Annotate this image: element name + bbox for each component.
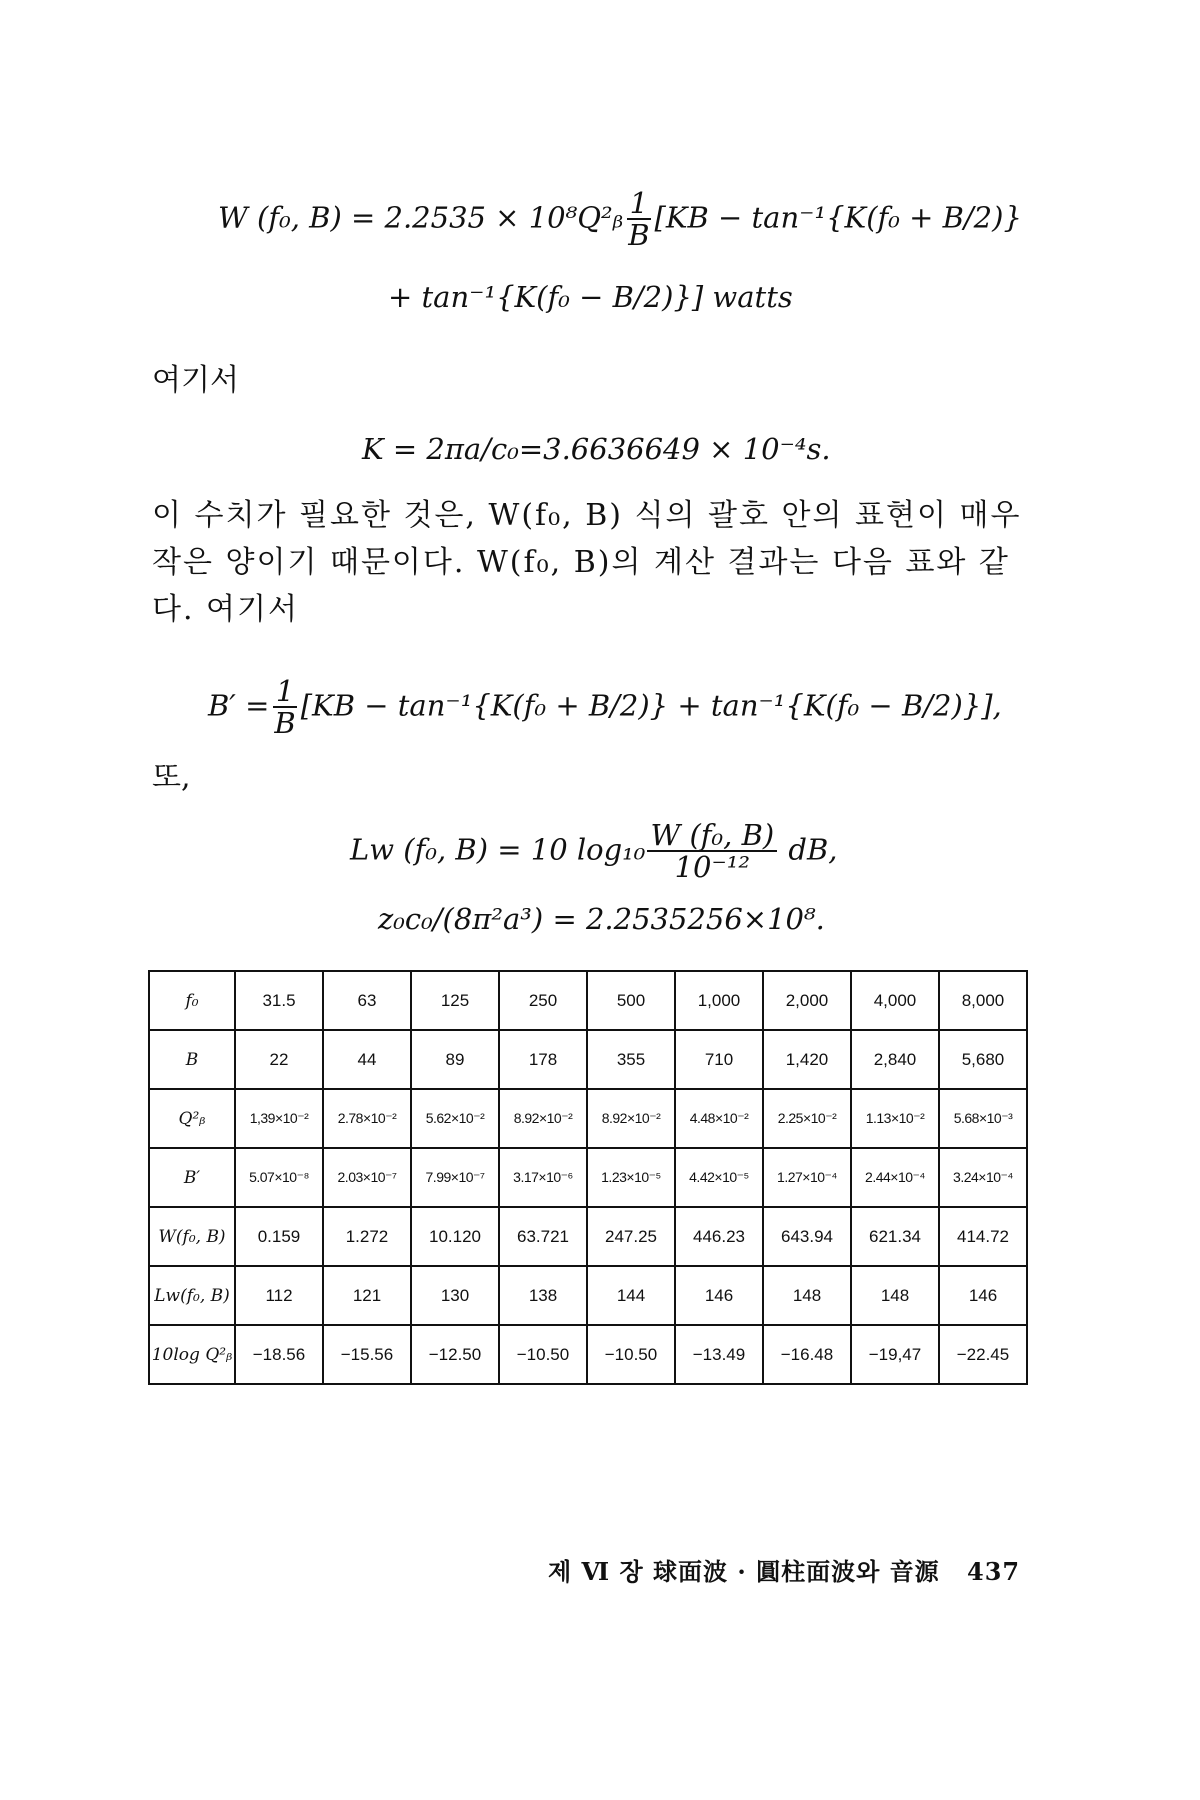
equation-w-rhs: [KB − tan⁻¹{K(f₀ + B/2)} (654, 200, 1022, 235)
equation-lw-fraction (647, 820, 777, 883)
table-cell: 4,000 (851, 971, 939, 1030)
table-row (149, 1089, 1027, 1148)
equation-lw (350, 820, 838, 883)
results-table-body (149, 971, 1027, 1384)
table-cell: 414.72 (939, 1207, 1027, 1266)
table-cell: 2.03×10⁻⁷ (323, 1148, 411, 1207)
table-cell: 22 (235, 1030, 323, 1089)
equation-bprime-frac-den: B (274, 706, 296, 741)
table-cell: 178 (499, 1030, 587, 1089)
table-cell: 0.159 (235, 1207, 323, 1266)
equation-w-line2: + tan⁻¹{K(f₀ − B/2)}] watts (388, 280, 793, 314)
table-row-header: 10log Q²ᵦ (149, 1325, 235, 1384)
equation-lw-rhs: dB, (788, 832, 838, 867)
equation-w-frac-num: 1 (627, 188, 651, 220)
equation-lw-frac-den: 10⁻¹² (674, 850, 751, 885)
table-cell: 63 (323, 971, 411, 1030)
table-cell: 8.92×10⁻² (499, 1089, 587, 1148)
equation-w-lhs: W (f₀, B) = 2.2535 × 10⁸Q²ᵦ (218, 200, 624, 235)
equation-lw-lhs: Lw (f₀, B) = 10 log₁₀ (350, 832, 646, 867)
equation-bprime-rhs: [KB − tan⁻¹{K(f₀ + B/2)} + tan⁻¹{K(f₀ − B/2)}], (300, 688, 1002, 723)
table-row-header: B′ (149, 1148, 235, 1207)
table-cell: 146 (675, 1266, 763, 1325)
table-cell: 621.34 (851, 1207, 939, 1266)
table-cell: 710 (675, 1030, 763, 1089)
table-cell: 1.13×10⁻² (851, 1089, 939, 1148)
table-cell: −10.50 (499, 1325, 587, 1384)
table-cell: 144 (587, 1266, 675, 1325)
table-cell: 5.07×10⁻⁸ (235, 1148, 323, 1207)
also-label: 또, (152, 760, 191, 795)
table-cell: 44 (323, 1030, 411, 1089)
table-cell: 5.68×10⁻³ (939, 1089, 1027, 1148)
table-row (149, 1148, 1027, 1207)
equation-lw-frac-num: W (f₀, B) (647, 820, 777, 852)
table-cell: 2.25×10⁻² (763, 1089, 851, 1148)
table-cell: 138 (499, 1266, 587, 1325)
table-cell: −16.48 (763, 1325, 851, 1384)
table-cell: 5.62×10⁻² (411, 1089, 499, 1148)
results-table (148, 970, 1028, 1385)
table-cell: 1,39×10⁻² (235, 1089, 323, 1148)
table-cell: −13.49 (675, 1325, 763, 1384)
table-cell: 148 (763, 1266, 851, 1325)
table-cell: 8,000 (939, 971, 1027, 1030)
page-footer (548, 1552, 1020, 1587)
equation-z: z₀c₀/(8π²a³) = 2.2535256×10⁸. (378, 902, 825, 936)
table-row-header: B (149, 1030, 235, 1089)
table-cell: 89 (411, 1030, 499, 1089)
page-number: 437 (967, 1557, 1021, 1586)
equation-bprime-lhs: B′ = (208, 688, 270, 723)
table-row-header: f₀ (149, 971, 235, 1030)
body-paragraph: 이 수치가 필요한 것은, W(f₀, B) 식의 괄호 안의 표현이 매우 작은 양이기 때문이다. W(f₀, B)의 계산 결과는 다음 표와 같다. 여기서 (152, 498, 1022, 627)
table-cell: 3.17×10⁻⁶ (499, 1148, 587, 1207)
table-cell: 1.272 (323, 1207, 411, 1266)
where-label: 여기서 (152, 363, 239, 398)
table-cell: 1,000 (675, 971, 763, 1030)
table-cell: 247.25 (587, 1207, 675, 1266)
table-cell: 31.5 (235, 971, 323, 1030)
chapter-title: 제 Ⅵ 장 球面波 · 圓柱面波와 音源 (548, 1557, 940, 1586)
table-cell: 63.721 (499, 1207, 587, 1266)
table-row (149, 971, 1027, 1030)
table-cell: 2,000 (763, 971, 851, 1030)
table-cell: 446.23 (675, 1207, 763, 1266)
table-cell: 10.120 (411, 1207, 499, 1266)
equation-w-fraction (625, 188, 652, 251)
table-cell: 121 (323, 1266, 411, 1325)
table-cell: 2.78×10⁻² (323, 1089, 411, 1148)
table-cell: 4.42×10⁻⁵ (675, 1148, 763, 1207)
table-row-header: Q²ᵦ (149, 1089, 235, 1148)
table-cell: −22.45 (939, 1325, 1027, 1384)
table-row (149, 1030, 1027, 1089)
table-cell: −10.50 (587, 1325, 675, 1384)
table-cell: −19,47 (851, 1325, 939, 1384)
table-cell: 1.23×10⁻⁵ (587, 1148, 675, 1207)
table-cell: 643.94 (763, 1207, 851, 1266)
equation-bprime-frac-num: 1 (273, 676, 297, 708)
table-cell: 7.99×10⁻⁷ (411, 1148, 499, 1207)
table-cell: 250 (499, 971, 587, 1030)
table-cell: 1,420 (763, 1030, 851, 1089)
table-cell: 112 (235, 1266, 323, 1325)
table-cell: −12.50 (411, 1325, 499, 1384)
equation-w-frac-den: B (628, 218, 650, 253)
table-cell: 1.27×10⁻⁴ (763, 1148, 851, 1207)
table-row-header: Lw(f₀, B) (149, 1266, 235, 1325)
table-row (149, 1207, 1027, 1266)
table-row-header: W(f₀, B) (149, 1207, 235, 1266)
table-cell: 2.44×10⁻⁴ (851, 1148, 939, 1207)
table-cell: 2,840 (851, 1030, 939, 1089)
equation-bprime (208, 676, 1002, 739)
table-cell: 500 (587, 971, 675, 1030)
table-cell: 3.24×10⁻⁴ (939, 1148, 1027, 1207)
table-cell: 130 (411, 1266, 499, 1325)
table-row (149, 1266, 1027, 1325)
table-cell: 355 (587, 1030, 675, 1089)
equation-k: K = 2πa/c₀=3.6636649 × 10⁻⁴s. (362, 432, 831, 466)
equation-w-line1 (218, 188, 1022, 251)
table-cell: 4.48×10⁻² (675, 1089, 763, 1148)
table-cell: 125 (411, 971, 499, 1030)
table-cell: 8.92×10⁻² (587, 1089, 675, 1148)
table-cell: −15.56 (323, 1325, 411, 1384)
table-row (149, 1325, 1027, 1384)
table-cell: 5,680 (939, 1030, 1027, 1089)
table-cell: −18.56 (235, 1325, 323, 1384)
table-cell: 146 (939, 1266, 1027, 1325)
table-cell: 148 (851, 1266, 939, 1325)
equation-bprime-fraction (271, 676, 298, 739)
